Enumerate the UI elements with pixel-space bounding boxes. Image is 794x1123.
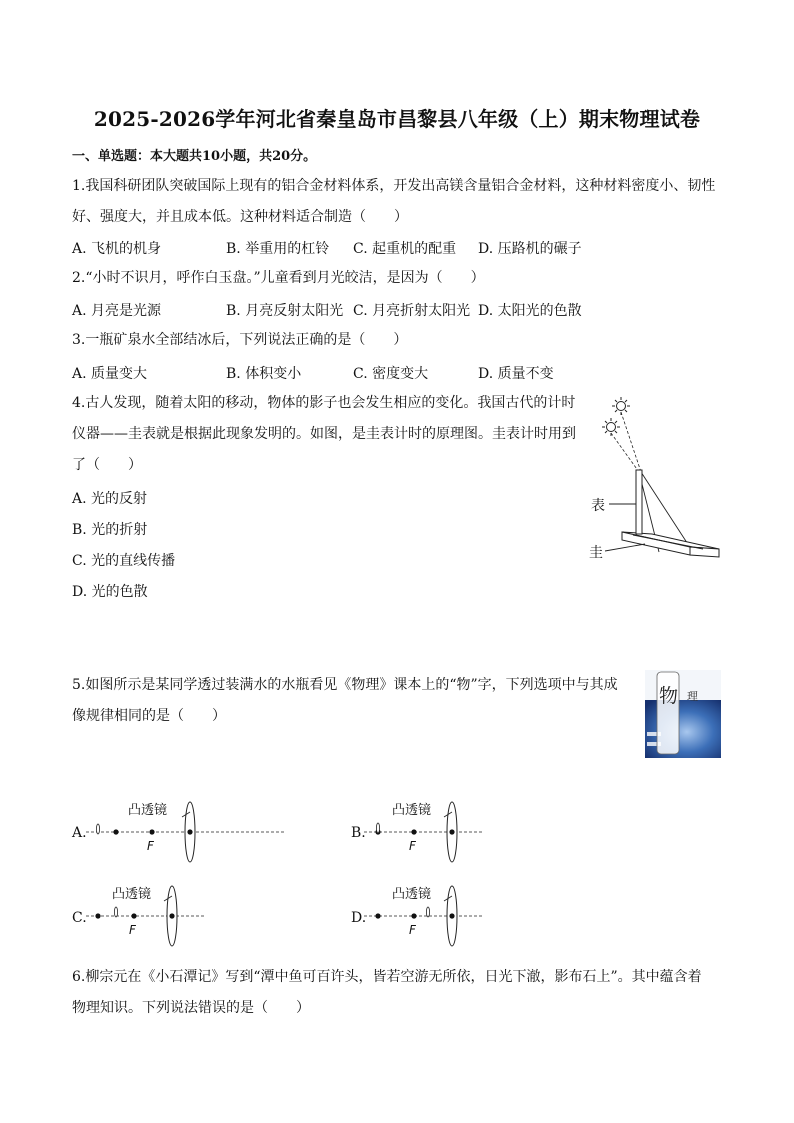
question-1-line-2: 好、强度大，并且成本低。这种材料适合制造（ ） — [72, 209, 408, 225]
q5-option-d-letter: D. — [351, 910, 367, 926]
focus-label: F — [409, 839, 416, 853]
q5-option-a-letter: A. — [72, 825, 87, 841]
question-6-line-2: 物理知识。下列说法错误的是（ ） — [72, 1000, 310, 1016]
q2-option-d: D. 太阳光的色散 — [478, 303, 582, 319]
question-5-line-2: 像规律相同的是（ ） — [72, 708, 226, 724]
lens-label: 凸透镜 — [112, 887, 152, 902]
lens-label: 凸透镜 — [392, 803, 432, 818]
label-biao: 表 — [591, 498, 605, 514]
q5-option-d-diagram — [364, 884, 574, 952]
q2-option-a: A. 月亮是光源 — [72, 303, 162, 319]
q3-option-a: A. 质量变大 — [72, 366, 148, 382]
question-4-line-3: 了（ ） — [72, 457, 142, 473]
page-title: 2025-2026学年河北省秦皇岛市昌黎县八年级（上）期末物理试卷 — [93, 107, 701, 131]
candle-icon — [376, 823, 379, 833]
photo-char-wu: 物 — [659, 685, 679, 707]
water-bottle-photo — [645, 670, 721, 758]
question-5-line-1: 5.如图所示是某同学透过装满水的水瓶看见《物理》课本上的“物”字，下列选项中与其成 — [72, 677, 618, 693]
label-gui: 圭 — [589, 545, 603, 561]
question-6-line-1: 6.柳宗元在《小石潭记》写到“潭中鱼可百许头，皆若空游无所依，日光下澈，影布石上”。其中蕴含着 — [72, 969, 702, 985]
candle-icon — [114, 907, 117, 917]
question-4-line-2: 仪器——圭表就是根据此现象发明的。如图，是圭表计时的原理图。圭表计时用到 — [72, 426, 576, 442]
q4-option-d: D. 光的色散 — [72, 584, 148, 600]
section-heading: 一、单选题：本大题共10小题，共20分。 — [72, 149, 317, 164]
question-2-line-1: 2.“小时不识月，呼作白玉盘。”儿童看到月光皎洁，是因为（ ） — [72, 270, 485, 286]
lens-label: 凸透镜 — [128, 803, 168, 818]
q4-option-b: B. 光的折射 — [72, 522, 148, 538]
gnomon-figure — [585, 392, 725, 582]
q1-option-d: D. 压路机的碾子 — [478, 241, 582, 257]
q1-option-b: B. 举重用的杠铃 — [226, 241, 330, 257]
q4-option-a: A. 光的反射 — [72, 491, 148, 507]
q5-option-c-diagram — [86, 884, 296, 952]
candle-icon — [426, 907, 429, 917]
candle-icon — [96, 824, 99, 834]
q2-option-c: C. 月亮折射太阳光 — [353, 303, 471, 319]
q2-option-b: B. 月亮反射太阳光 — [226, 303, 344, 319]
focus-label: F — [129, 923, 136, 937]
q5-option-b-diagram — [364, 800, 574, 868]
q1-option-c: C. 起重机的配重 — [353, 241, 457, 257]
question-1-line-1: 1.我国科研团队突破国际上现有的铝合金材料体系，开发出高镁含量铝合金材料，这种材料密度小、韧性 — [72, 178, 716, 194]
q5-option-c-letter: C. — [72, 910, 87, 926]
q3-option-b: B. 体积变小 — [226, 366, 302, 382]
photo-char-li: 理 — [687, 690, 698, 703]
q4-option-c: C. 光的直线传播 — [72, 553, 176, 569]
q5-option-b-letter: B. — [351, 825, 366, 841]
gui-base — [622, 532, 719, 557]
focus-label: F — [409, 923, 416, 937]
lens-label: 凸透镜 — [392, 887, 432, 902]
biao-pole — [636, 470, 642, 534]
q5-option-a-diagram — [86, 800, 296, 868]
focus-label: F — [147, 839, 154, 853]
q3-option-c: C. 密度变大 — [353, 366, 429, 382]
q3-option-d: D. 质量不变 — [478, 366, 554, 382]
q1-option-a: A. 飞机的机身 — [72, 241, 162, 257]
question-4-line-1: 4.古人发现，随着太阳的移动，物体的影子也会发生相应的变化。我国古代的计时 — [72, 395, 576, 411]
question-3-line-1: 3.一瓶矿泉水全部结冰后，下列说法正确的是（ ） — [72, 332, 408, 348]
